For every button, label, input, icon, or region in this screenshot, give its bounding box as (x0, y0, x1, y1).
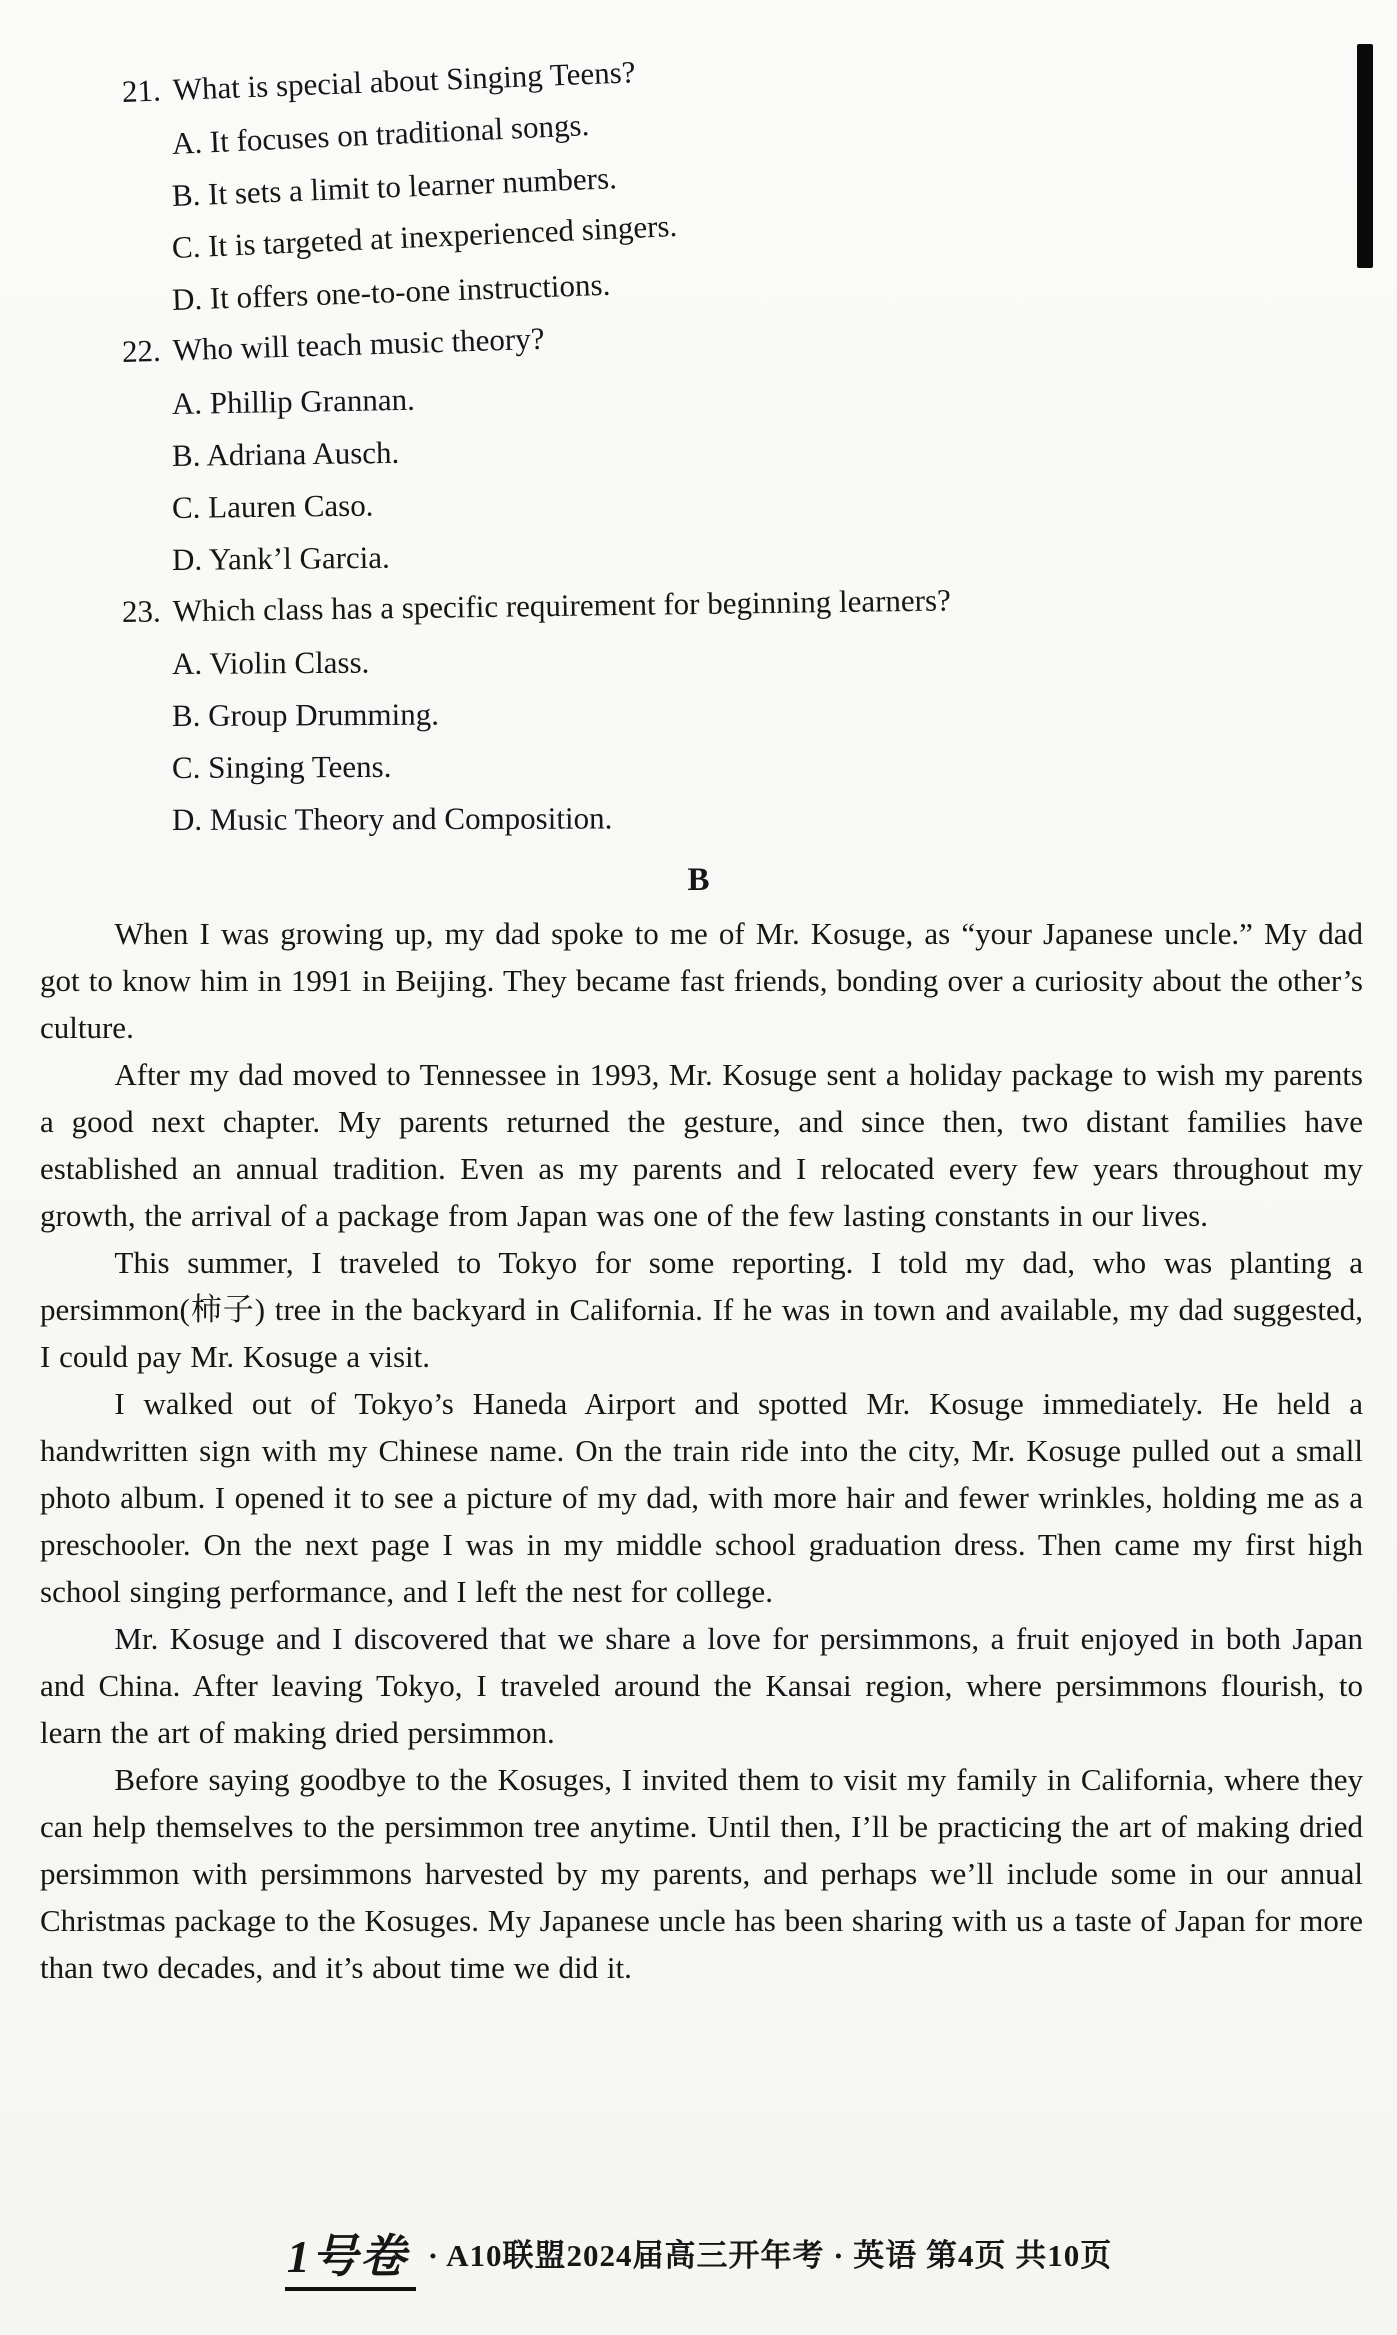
question-22-option-d: D. Yank’l Garcia. (171, 539, 390, 577)
passage-paragraph-5: Mr. Kosuge and I discovered that we share a love for persimmons, a fruit enjoyed in both Japan and China. After leaving Tokyo, I traveled around the Kansai region, where persimmons flourish, to learn the art of making dried persimmon. (40, 1621, 1363, 1750)
question-22-option-a: A. Phillip Grannan. (171, 381, 416, 421)
question-number: 22. (121, 332, 162, 369)
question-23-option-d: D. Music Theory and Composition. (171, 800, 613, 837)
question-23-option-a: A. Violin Class. (171, 644, 370, 681)
question-21-option-a: A. It focuses on traditional songs. (171, 107, 590, 161)
question-23-option-b: B. Group Drumming. (171, 696, 440, 733)
question-21-option-c: C. It is targeted at inexperienced singers. (171, 207, 678, 265)
reading-passage (0, 908, 1397, 1991)
footer-info: · A10联盟2024届高三开年考 · 英语 第4页 共10页 (427, 2238, 1113, 2273)
question-number: 21. (121, 72, 162, 109)
question-21-option-b: B. It sets a limit to learner numbers. (171, 160, 618, 213)
multiple-choice-questions (0, 0, 1397, 846)
question-21-option-d: D. It offers one-to-one instructions. (171, 266, 611, 317)
section-b-heading: B (687, 862, 710, 898)
page-footer (0, 2220, 1397, 2291)
question-text: Who will teach music theory? (172, 320, 545, 368)
passage-paragraph-2: After my dad moved to Tennessee in 1993, Mr. Kosuge sent a holiday package to wish my parents a good next chapter. My parents returned the gesture, and since then, two distant families have established an annual tradition. Even as my parents and I relocated every few years throughout my growth, the arrival of a package from Japan was one of the few lasting constants in our lives. (40, 1057, 1363, 1233)
question-text: Which class has a specific requirement for beginning learners? (172, 582, 952, 629)
passage-paragraph-4: I walked out of Tokyo’s Haneda Airport and spotted Mr. Kosuge immediately. He held a handwritten sign with my Chinese name. On the train ride into the city, Mr. Kosuge pulled out a small photo album. I opened it to see a picture of my dad, with more hair and fewer wrinkles, holding me as a preschooler. On the next page I was in my middle school graduation dress. Then came my first high school singing performance, and I left the nest for college. (40, 1386, 1363, 1609)
passage-paragraph-3: This summer, I traveled to Tokyo for some reporting. I told my dad, who was planting a persimmon(柿子) tree in the backyard in California. If he was in town and available, my dad suggested, I could pay Mr. Kosuge a visit. (40, 1245, 1363, 1374)
question-22-option-c: C. Lauren Caso. (171, 487, 374, 525)
question-text: What is special about Singing Teens? (172, 54, 637, 108)
passage-paragraph-1: When I was growing up, my dad spoke to me of Mr. Kosuge, as “your Japanese uncle.” My dad got to know him in 1991 in Beijing. They became fast friends, bonding over a curiosity about the other’s culture. (40, 916, 1363, 1045)
question-number: 23. (121, 593, 161, 629)
question-23-option-c: C. Singing Teens. (171, 748, 392, 785)
exam-brand-logo: 1号卷 (285, 2220, 416, 2291)
passage-paragraph-6: Before saying goodbye to the Kosuges, I invited them to visit my family in California, where they can help themselves to the persimmon tree anytime. Until then, I’ll be practicing the art of making dried persimmon with persimmons harvested by my parents, and perhaps we’ll include some in our annual Christmas package to the Kosuges. My Japanese uncle has been sharing with us a taste of Japan for more than two decades, and it’s about time we did it. (40, 1762, 1363, 1985)
question-22-option-b: B. Adriana Ausch. (171, 434, 400, 473)
